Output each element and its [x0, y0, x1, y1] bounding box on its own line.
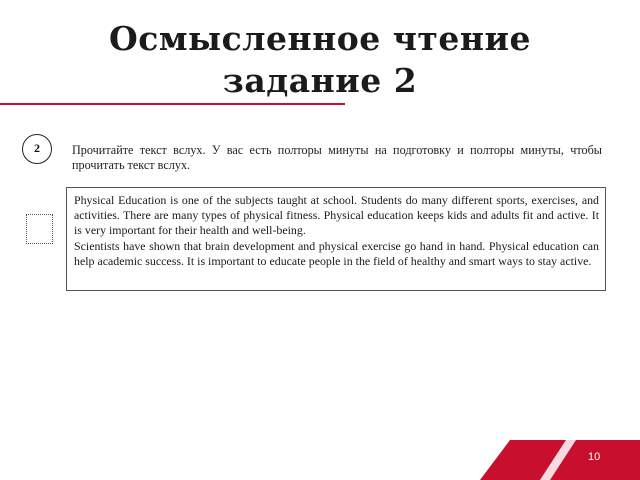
task-number-badge: 2	[22, 134, 52, 164]
task-instruction: Прочитайте текст вслух. У вас есть полторы минуты на подготовку и полторы минуты, чтобы прочитать текст вслух.	[72, 143, 602, 172]
reading-paragraph-2: Scientists have shown that brain development and physical exercise go hand in hand. Physical education can help academic success. It is important to educate people in the field of healthy and smart ways to stay active.	[74, 238, 599, 268]
reading-paragraph-1: Physical Education is one of the subjects taught at school. Students do many different sports, exercises, and activities. There are many types of physical fitness. Physical education keeps kids and adults fit and active. It is very important for their health and well-being.	[74, 193, 599, 238]
slide-title	[0, 18, 640, 102]
title-underline-fade	[280, 103, 345, 105]
reading-text-frame	[66, 187, 606, 291]
side-box-icon	[26, 214, 53, 244]
page-number: 10	[588, 451, 601, 463]
slide-title-line-2: задание 2	[222, 61, 418, 100]
corner-decoration	[480, 440, 640, 480]
slide-title-line-1: Осмысленное чтение	[109, 19, 531, 58]
